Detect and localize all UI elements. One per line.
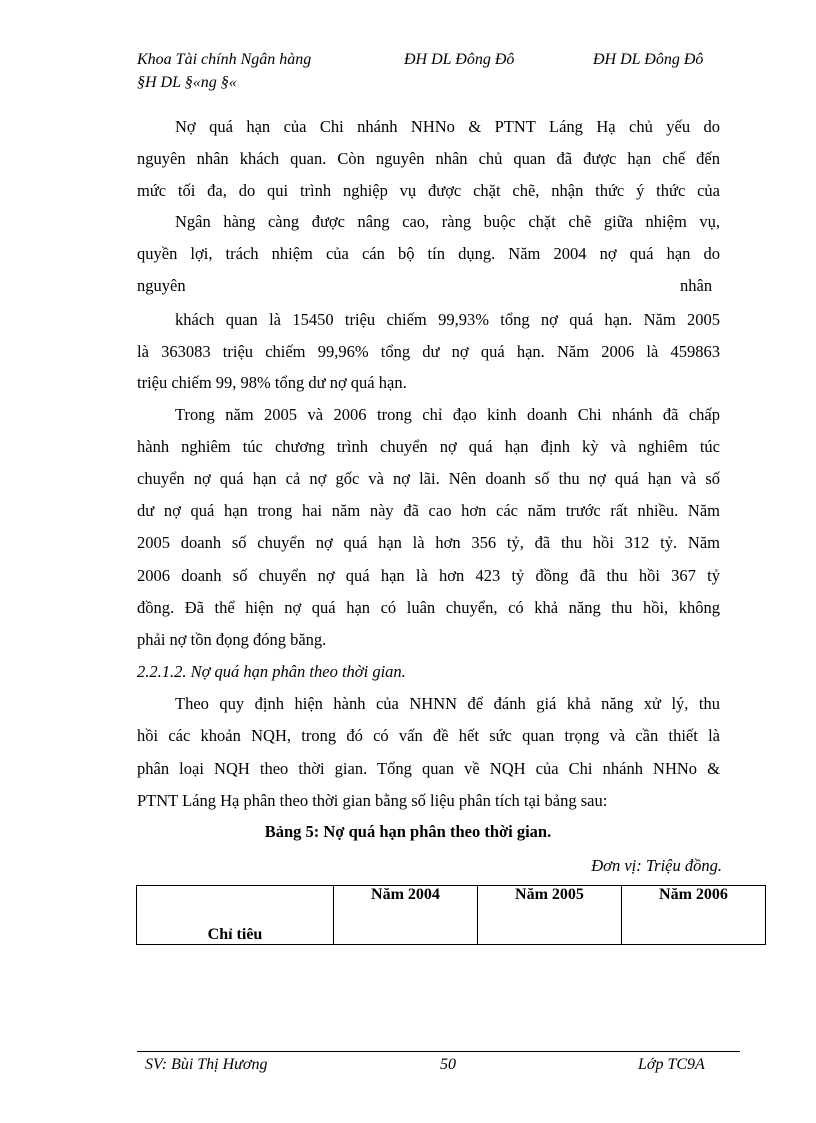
body-line: khách quan là 15450 triệu chiếm 99,93% tổng nợ quá hạn. Năm 2005	[175, 310, 720, 329]
footer-class: Lớp TC9A	[638, 1056, 705, 1073]
body-line: phải nợ tồn đọng đóng băng.	[137, 630, 327, 649]
body-line: Theo quy định hiện hành của NHNN để đánh giá khả năng xử lý, thu	[175, 694, 720, 713]
header-faculty: Khoa Tài chính Ngân hàng	[137, 51, 312, 68]
footer-page-number: 50	[440, 1056, 456, 1073]
table-header-row	[137, 886, 766, 945]
body-line: hồi các khoản NQH, trong đó có vấn đề hết sức quan trọng và cần thiết là	[137, 726, 720, 745]
table-title: Bảng 5: Nợ quá hạn phân theo thời gian.	[264, 822, 552, 841]
body-line: nguyên nhân khách quan. Còn nguyên nhân chủ quan đã được hạn chế đến	[137, 149, 720, 168]
body-line: 2005 doanh số chuyển nợ quá hạn là hơn 356 tỷ, đã thu hồi 312 tỷ. Năm	[137, 533, 720, 552]
header-cell-2006: Năm 2006	[622, 886, 766, 945]
body-line: triệu chiếm 99, 98% tổng dư nợ quá hạn.	[137, 373, 407, 392]
body-line: đồng. Đã thể hiện nợ quá hạn có luân chuyển, có khả năng thu hồi, không	[137, 598, 720, 617]
body-line: PTNT Láng Hạ phân theo thời gian bằng số liệu phân tích tại bảng sau:	[137, 791, 608, 810]
header-university: ĐH DL Đông Đô	[404, 51, 515, 68]
header-cell-2005: Năm 2005	[478, 886, 622, 945]
body-line: là 363083 triệu chiếm 99,96% tổng dư nợ quá hạn. Năm 2006 là 459863	[137, 342, 720, 361]
body-line: Ngân hàng càng được nâng cao, ràng buộc chặt chẽ giữa nhiệm vụ,	[175, 212, 720, 231]
overdue-debt-table	[136, 885, 766, 945]
section-heading: 2.2.1.2. Nợ quá hạn phân theo thời gian.	[137, 662, 406, 681]
header-cell-indicator: Chỉ tiêu	[137, 886, 334, 945]
body-line: nhân	[680, 276, 713, 295]
body-line: nguyên	[137, 276, 186, 295]
body-line: phân loại NQH theo thời gian. Tổng quan về NQH của Chi nhánh NHNo &	[137, 759, 720, 778]
table-unit: Đơn vị: Triệu đồng.	[591, 856, 722, 875]
footer-divider	[137, 1051, 740, 1052]
footer-student: SV: Bùi Thị Hương	[145, 1056, 268, 1073]
body-line: mức tối đa, do qui trình nghiệp vụ được chặt chẽ, nhận thức ý thức của	[137, 181, 720, 200]
header-university-encoded: §H DL §«ng §«	[137, 74, 237, 91]
body-line: 2006 doanh số chuyển nợ quá hạn là hơn 423 tỷ đồng đã thu hồi 367 tỷ	[137, 566, 720, 585]
body-line: chuyển nợ quá hạn cả nợ gốc và nợ lãi. Nên doanh số thu nợ quá hạn và số	[137, 469, 720, 488]
body-line: quyền lợi, trách nhiệm của cán bộ tín dụng. Năm 2004 nợ quá hạn do	[137, 244, 720, 263]
body-line: Trong năm 2005 và 2006 trong chỉ đạo kinh doanh Chi nhánh đã chấp	[175, 405, 720, 424]
header-university-right: ĐH DL Đông Đô	[593, 51, 704, 68]
body-line: dư nợ quá hạn trong hai năm này đã cao hơn các năm trước rất nhiều. Năm	[137, 501, 720, 520]
header-cell-2004: Năm 2004	[334, 886, 478, 945]
body-line: Nợ quá hạn của Chi nhánh NHNo & PTNT Láng Hạ chủ yếu do	[175, 117, 720, 136]
body-line: hành nghiêm túc chương trình chuyển nợ quá hạn định kỳ và nghiêm túc	[137, 437, 720, 456]
